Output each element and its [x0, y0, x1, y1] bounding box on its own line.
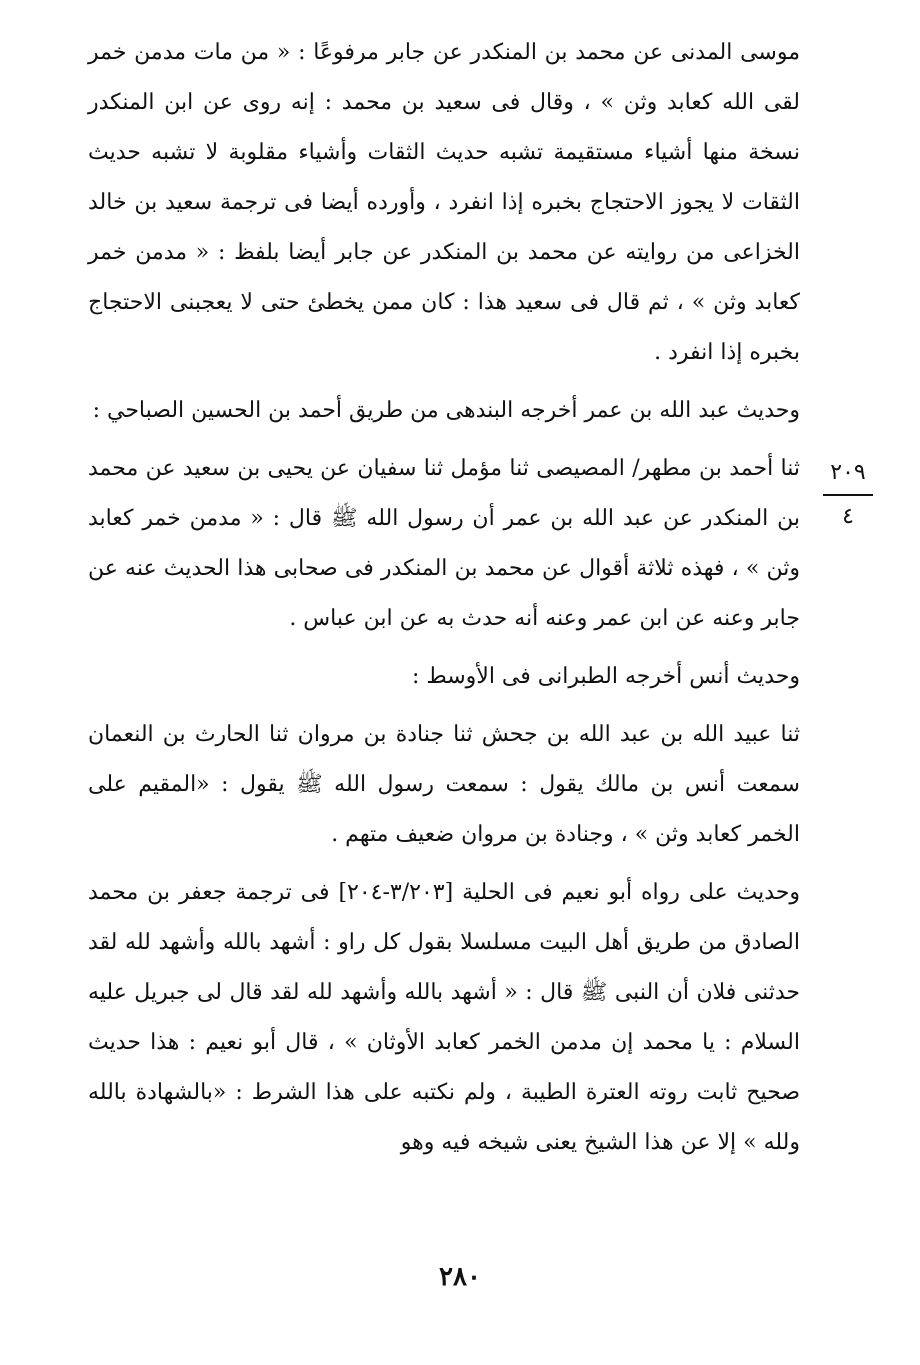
- margin-volume-page: ٢٠٩: [830, 460, 866, 485]
- paragraph-5: ثنا عبيد الله بن عبد الله بن جحش ثنا جنادة بن مروان ثنا الحارث بن النعمان سمعت أنس بن مالك يقول : سمعت رسول الله ﷺ يقول : «المقيم على الخمر كعابد وثن » ، وجنادة بن مروان ضعيف متهم .: [88, 722, 800, 847]
- paragraph-6: وحديث على رواه أبو نعيم فى الحلية [٣/٢٠٣-٢٠٤] فى ترجمة جعفر بن محمد الصادق من طريق أهل البيت مسلسلا بقول كل راو : أشهد بالله وأشهد لله لقد حدثنى فلان أن النبى ﷺ قال : « أشهد بالله وأشهد لله لقد قال لى جبريل عليه السلام : يا محمد إن مدمن الخمر كعابد الأوثان » ، قال أبو نعيم : هذا حديث صحيح ثابت روته العترة الطيبة ، ولم نكتبه على هذا الشرط : «بالشهادة بالله ولله » إلا عن هذا الشيخ يعنى شيخه فيه وهو: [88, 880, 800, 1155]
- page-number: ٢٨٠: [439, 1262, 481, 1292]
- margin-part: ٤: [842, 504, 854, 529]
- paragraph-1: موسى المدنى عن محمد بن المنكدر عن جابر مرفوعًا : « من مات مدمن خمر لقى الله كعابد وثن » ، وقال فى سعيد بن محمد : إنه روى عن ابن المنكدر نسخة منها أشياء مستقيمة تشبه حديث الثقات وأشياء مقلوبة لا تشبه حديث الثقات لا يجوز الاحتجاج بخبره إذا انفرد ، وأورده أيضا فى ترجمة سعيد بن خالد الخزاعى من روايته عن محمد بن المنكدر عن جابر أيضا بلفظ : « مدمن خمر كعابد وثن » ، ثم قال فى سعيد هذا : كان ممن يخطئ حتى لا يعجبنى الاحتجاج بخبره إذا انفرد .: [88, 40, 800, 365]
- paragraph-4: وحديث أنس أخرجه الطبرانى فى الأوسط :: [411, 664, 800, 689]
- margin-reference: [818, 458, 878, 532]
- paragraph-2: وحديث عبد الله بن عمر أخرجه البندهى من طريق أحمد بن الحسين الصباحي :: [92, 398, 800, 423]
- paragraph-3: ثنا أحمد بن مطهر/ المصيصى ثنا مؤمل ثنا سفيان عن يحيى بن سعيد عن محمد بن المنكدر عن عبد الله بن عمر أن رسول الله ﷺ قال : « مدمن خمر كعابد وثن » ، فهذه ثلاثة أقوال عن محمد بن المنكدر فى صحابى هذا الحديث عنه عن جابر وعنه عن ابن عمر وعنه أنه حدث به عن ابن عباس .: [88, 456, 800, 631]
- margin-divider: [823, 494, 873, 496]
- main-text: [88, 28, 800, 1176]
